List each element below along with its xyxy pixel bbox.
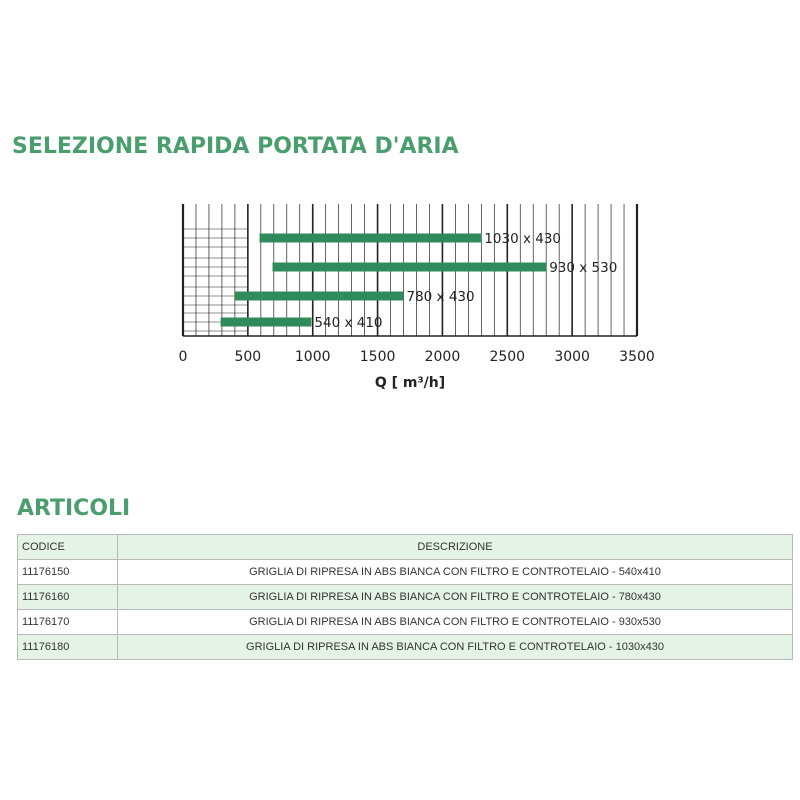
bar-label: 540 x 410 <box>314 315 383 331</box>
range-bar <box>235 292 404 301</box>
article-description: GRIGLIA DI RIPRESA IN ABS BIANCA CON FILTRO E CONTROTELAIO - 1030x430 <box>118 635 793 660</box>
x-tick-label: 2000 <box>424 349 461 365</box>
table-row <box>18 610 793 635</box>
articles-heading: ARTICOLI <box>17 496 131 521</box>
x-tick-label: 3000 <box>554 349 590 365</box>
x-tick-label: 1000 <box>294 349 331 365</box>
article-code: 11176180 <box>18 635 118 660</box>
article-description: GRIGLIA DI RIPRESA IN ABS BIANCA CON FILTRO E CONTROTELAIO - 540x410 <box>118 560 793 585</box>
chart-heading: SELEZIONE RAPIDA PORTATA D'ARIA <box>12 134 459 159</box>
x-tick-label: 2500 <box>489 349 526 365</box>
table-row <box>18 560 793 585</box>
range-bar <box>273 263 547 272</box>
table-row <box>18 635 793 660</box>
bar-label: 780 x 430 <box>406 289 475 305</box>
article-code: 11176150 <box>18 560 118 585</box>
bar-label: 1030 x 430 <box>484 231 562 247</box>
table-row <box>18 585 793 610</box>
range-bar <box>260 234 482 243</box>
x-tick-label: 3500 <box>619 349 655 365</box>
range-bar <box>221 318 312 327</box>
article-description: GRIGLIA DI RIPRESA IN ABS BIANCA CON FILTRO E CONTROTELAIO - 930x530 <box>118 610 793 635</box>
bar-label: 930 x 530 <box>549 260 618 276</box>
column-header-code: CODICE <box>18 535 118 560</box>
articles-table <box>17 534 793 660</box>
x-axis-label: Q [ m³/h] <box>374 375 446 391</box>
x-tick-label: 1500 <box>359 349 396 365</box>
article-code: 11176160 <box>18 585 118 610</box>
x-tick-label: 500 <box>234 349 262 365</box>
column-header-description: DESCRIZIONE <box>118 535 793 560</box>
chart-bars <box>221 234 547 327</box>
table-header-row <box>18 535 793 560</box>
article-description: GRIGLIA DI RIPRESA IN ABS BIANCA CON FILTRO E CONTROTELAIO - 780x430 <box>118 585 793 610</box>
x-tick-label: 0 <box>178 349 188 365</box>
article-code: 11176170 <box>18 610 118 635</box>
chart-x-ticks <box>179 349 655 365</box>
